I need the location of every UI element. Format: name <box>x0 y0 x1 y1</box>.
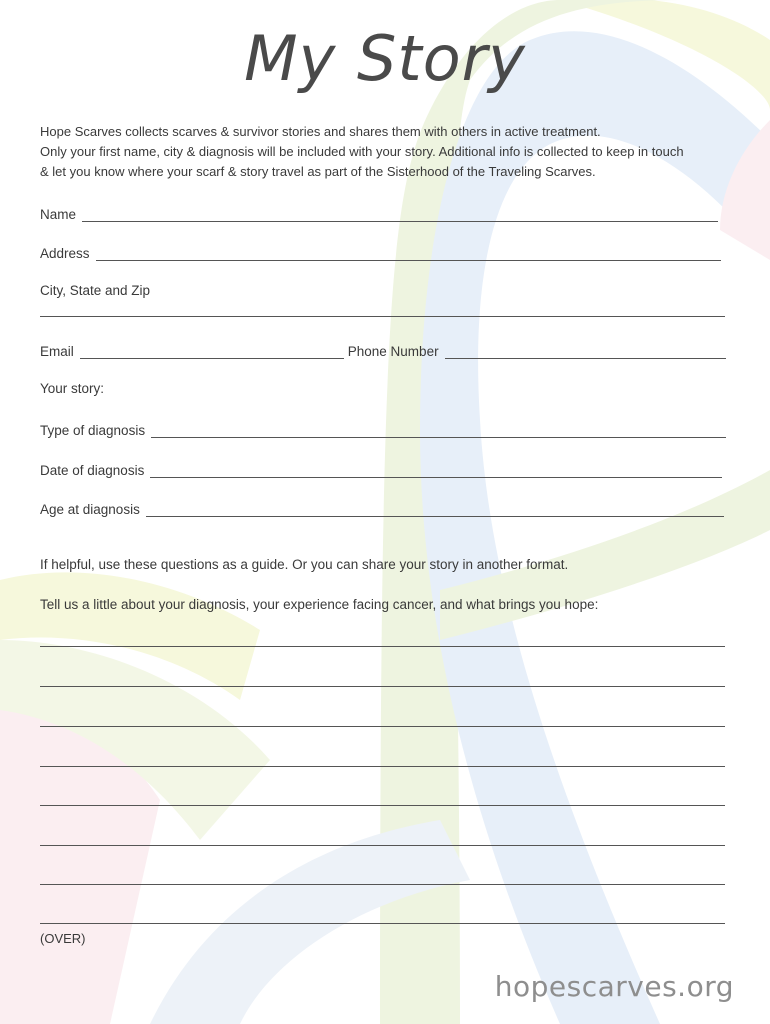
story-line[interactable] <box>40 845 725 846</box>
name-label: Name <box>40 207 77 222</box>
page-title: My Story <box>244 22 526 95</box>
email-label: Email <box>40 344 74 359</box>
age-at-diagnosis-input-line[interactable] <box>146 502 724 517</box>
date-of-diagnosis-label: Date of diagnosis <box>40 463 145 478</box>
date-of-diagnosis-row <box>40 458 722 478</box>
date-of-diagnosis-input-line[interactable] <box>150 463 722 478</box>
city-state-zip-input-line[interactable] <box>40 316 725 317</box>
guide-text: If helpful, use these questions as a guide. Or you can share your story in another format. <box>40 557 569 572</box>
story-line[interactable] <box>40 726 725 727</box>
email-input-line[interactable] <box>80 344 344 359</box>
city-state-zip-label: City, State and Zip <box>40 283 151 298</box>
name-field-row <box>40 202 718 222</box>
your-story-label: Your story: <box>40 381 105 396</box>
type-of-diagnosis-label: Type of diagnosis <box>40 423 146 438</box>
name-input-line[interactable] <box>82 207 718 222</box>
address-input-line[interactable] <box>96 246 721 261</box>
phone-label: Phone Number <box>347 344 439 359</box>
type-of-diagnosis-row <box>40 418 726 438</box>
story-line[interactable] <box>40 923 725 924</box>
intro-line: & let you know where your scarf & story travel as part of the Sisterhood of the Traveling Scarves. <box>40 164 596 179</box>
story-line[interactable] <box>40 805 725 806</box>
intro-paragraph <box>40 122 740 182</box>
address-label: Address <box>40 246 90 261</box>
story-line[interactable] <box>40 884 725 885</box>
type-of-diagnosis-input-line[interactable] <box>151 423 726 438</box>
phone-input-line[interactable] <box>445 344 726 359</box>
intro-line: Hope Scarves collects scarves & survivor stories and shares them with others in active treatment. <box>40 124 601 139</box>
story-line[interactable] <box>40 766 725 767</box>
address-field-row <box>40 241 721 261</box>
story-prompt: Tell us a little about your diagnosis, your experience facing cancer, and what brings you hope: <box>40 597 599 612</box>
email-phone-row <box>40 339 726 359</box>
website-url: hopescarves.org <box>494 970 734 1003</box>
story-line[interactable] <box>40 646 725 647</box>
story-line[interactable] <box>40 686 725 687</box>
age-at-diagnosis-row <box>40 497 724 517</box>
over-label: (OVER) <box>40 931 86 946</box>
age-at-diagnosis-label: Age at diagnosis <box>40 502 140 517</box>
intro-line: Only your first name, city & diagnosis will be included with your story. Additional info is collected to keep in touch <box>40 144 684 159</box>
